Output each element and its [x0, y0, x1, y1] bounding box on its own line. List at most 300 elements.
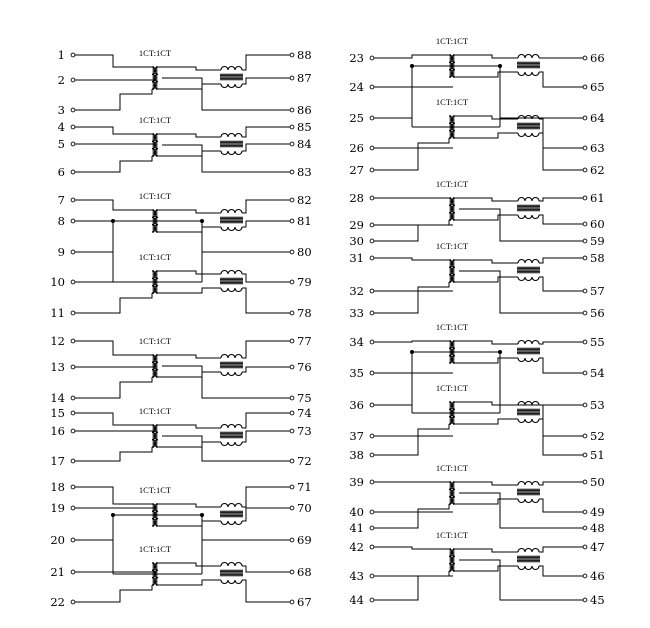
wire	[455, 419, 518, 424]
pin-terminal	[290, 411, 294, 415]
wire	[455, 566, 518, 571]
pin-terminal	[583, 403, 587, 407]
pin-terminal	[370, 403, 374, 407]
wire	[455, 133, 518, 138]
pin-number: 28	[349, 191, 364, 205]
choke-winding	[518, 566, 539, 570]
pin-terminal	[370, 289, 374, 293]
pin-number: 10	[50, 275, 65, 289]
junction-dot	[111, 219, 115, 223]
choke-winding	[518, 55, 539, 58]
wire	[162, 145, 292, 172]
pin-terminal	[290, 339, 294, 343]
pin-terminal	[71, 339, 75, 343]
wire	[242, 127, 292, 137]
wire	[158, 151, 221, 156]
pin-terminal	[71, 78, 75, 82]
pin-number: 2	[57, 73, 65, 87]
wire	[73, 221, 113, 252]
pin-terminal	[290, 250, 294, 254]
pin-terminal	[583, 526, 587, 530]
wire	[539, 482, 585, 485]
choke-winding	[518, 133, 539, 137]
wire	[539, 119, 585, 148]
pin-number: 82	[297, 193, 312, 207]
pin-number: 1	[57, 48, 65, 62]
pin-number: 38	[349, 448, 364, 462]
wire	[372, 341, 449, 342]
choke-winding	[221, 151, 242, 155]
pin-number: 54	[590, 366, 605, 380]
choke-winding	[518, 341, 539, 344]
wire	[242, 288, 292, 313]
pin-number: 70	[297, 501, 312, 515]
pin-terminal	[583, 371, 587, 375]
junction-dot	[111, 513, 115, 517]
choke-winding	[518, 72, 539, 76]
pin-terminal	[583, 256, 587, 260]
pin-terminal	[583, 146, 587, 150]
pin-terminal	[370, 598, 374, 602]
pin-number: 37	[349, 429, 364, 443]
pin-terminal	[290, 365, 294, 369]
pin-terminal	[370, 146, 374, 150]
pin-terminal	[370, 256, 374, 260]
pin-terminal	[370, 168, 374, 172]
pin-number: 46	[590, 569, 605, 583]
pin-number: 27	[349, 163, 364, 177]
pin-terminal	[370, 526, 374, 530]
pin-number: 63	[590, 141, 605, 155]
wire	[73, 515, 113, 540]
turns-ratio-label: 1CT:1CT	[138, 252, 172, 262]
choke-winding	[518, 260, 539, 264]
choke-winding	[518, 198, 539, 202]
junction-dot	[410, 64, 414, 68]
wire	[539, 566, 585, 576]
wire	[158, 355, 221, 358]
pin-number: 11	[50, 306, 65, 320]
pin-terminal	[71, 311, 75, 315]
pin-number: 57	[590, 284, 605, 298]
wire	[455, 277, 518, 282]
wire	[158, 67, 221, 70]
pin-number: 42	[349, 540, 364, 554]
pin-number: 40	[349, 505, 364, 519]
pin-number: 71	[297, 480, 312, 494]
pin-terminal	[71, 219, 75, 223]
turns-ratio-label: 1CT:1CT	[138, 336, 172, 346]
wire	[202, 221, 292, 252]
choke-winding	[518, 419, 539, 423]
wire	[158, 271, 221, 274]
wire	[242, 431, 292, 442]
pin-number: 20	[50, 533, 65, 547]
wire	[539, 499, 585, 512]
choke-winding	[221, 372, 242, 376]
pin-number: 3	[57, 103, 65, 117]
pin-number: 77	[297, 334, 312, 348]
pin-number: 68	[297, 565, 312, 579]
pin-number: 53	[590, 398, 605, 412]
pin-number: 13	[50, 360, 65, 374]
wire	[242, 55, 292, 70]
wire	[455, 215, 518, 220]
turns-ratio-label: 1CT:1CT	[138, 406, 172, 416]
pin-terminal	[290, 125, 294, 129]
wire	[158, 521, 221, 526]
choke-winding	[518, 549, 539, 553]
wire	[158, 210, 221, 213]
wire	[372, 66, 412, 118]
wire	[158, 425, 221, 428]
wire	[372, 547, 449, 549]
wire	[202, 515, 292, 540]
pin-terminal	[370, 116, 374, 120]
wire	[455, 549, 518, 552]
wire	[455, 198, 518, 201]
pin-number: 32	[349, 284, 364, 298]
pin-number: 84	[297, 137, 312, 151]
wire	[372, 424, 449, 455]
wire	[73, 127, 152, 134]
pin-terminal	[71, 142, 75, 146]
pin-terminal	[290, 600, 294, 604]
turns-ratio-label: 1CT:1CT	[435, 241, 469, 251]
wire	[158, 227, 221, 232]
pin-number: 69	[297, 533, 312, 547]
pin-number: 75	[297, 391, 312, 405]
wire	[372, 352, 412, 405]
pin-number: 52	[590, 429, 605, 443]
junction-dot	[410, 350, 414, 354]
pin-number: 48	[590, 521, 605, 535]
wire	[539, 277, 585, 291]
junction-dot	[200, 513, 204, 517]
wire	[158, 372, 221, 377]
pin-number: 74	[297, 406, 312, 420]
wire	[539, 258, 585, 263]
pin-number: 51	[590, 448, 605, 462]
pin-terminal	[370, 453, 374, 457]
pin-terminal	[290, 53, 294, 57]
pin-terminal	[370, 510, 374, 514]
pin-number: 43	[349, 569, 364, 583]
pin-terminal	[370, 545, 374, 549]
pin-terminal	[370, 574, 374, 578]
pin-number: 31	[349, 251, 364, 265]
wire	[158, 84, 221, 89]
pin-number: 23	[349, 51, 364, 65]
wire	[539, 342, 585, 344]
wire	[455, 482, 518, 485]
pin-number: 39	[349, 475, 364, 489]
pin-number: 55	[590, 335, 605, 349]
pin-terminal	[370, 196, 374, 200]
pin-number: 87	[297, 71, 312, 85]
pin-terminal	[290, 396, 294, 400]
wire	[162, 436, 292, 461]
pin-terminal	[290, 459, 294, 463]
pin-number: 83	[297, 165, 312, 179]
wire	[242, 367, 292, 372]
pin-number: 59	[590, 234, 605, 248]
pin-terminal	[71, 570, 75, 574]
choke-winding	[518, 499, 539, 503]
pin-terminal	[583, 289, 587, 293]
pin-terminal	[71, 600, 75, 604]
junction-dot	[498, 64, 502, 68]
wire	[539, 358, 585, 373]
pin-number: 66	[590, 51, 605, 65]
pin-number: 15	[50, 406, 65, 420]
turns-ratio-label: 1CT:1CT	[435, 383, 469, 393]
turns-ratio-label: 1CT:1CT	[435, 36, 469, 46]
pin-number: 45	[590, 593, 605, 607]
wire	[73, 200, 152, 210]
pin-number: 33	[349, 306, 364, 320]
wire	[372, 504, 449, 528]
pin-terminal	[71, 280, 75, 284]
pin-number: 88	[297, 48, 312, 62]
choke-winding	[221, 271, 242, 274]
wire	[372, 55, 449, 58]
choke-winding	[518, 215, 539, 219]
wire	[455, 358, 518, 363]
choke-winding	[518, 358, 539, 362]
wire	[242, 78, 292, 84]
wire	[372, 571, 449, 600]
labels-layer	[50, 36, 604, 609]
wire	[372, 282, 449, 313]
wire	[73, 89, 152, 110]
pin-terminal	[71, 411, 75, 415]
wire	[162, 78, 292, 110]
pin-terminal	[71, 125, 75, 129]
pin-terminal	[583, 56, 587, 60]
pin-number: 58	[590, 251, 605, 265]
pin-terminal	[583, 434, 587, 438]
turns-ratio-label: 1CT:1CT	[435, 97, 469, 107]
pin-number: 47	[590, 540, 605, 554]
turns-ratio-label: 1CT:1CT	[138, 115, 172, 125]
pin-number: 41	[349, 521, 364, 535]
pin-number: 76	[297, 360, 312, 374]
wire	[242, 341, 292, 358]
pin-number: 12	[50, 334, 65, 348]
pin-number: 78	[297, 306, 312, 320]
pin-number: 18	[50, 480, 65, 494]
choke-winding	[221, 521, 242, 525]
pin-number: 44	[349, 593, 364, 607]
pin-terminal	[290, 170, 294, 174]
wire	[162, 366, 292, 398]
pin-terminal	[290, 76, 294, 80]
wire	[539, 72, 585, 87]
pin-number: 9	[57, 245, 65, 259]
pin-terminal	[71, 506, 75, 510]
pin-terminal	[71, 108, 75, 112]
choke-winding	[221, 210, 242, 213]
pin-number: 8	[57, 214, 65, 228]
pin-terminal	[290, 429, 294, 433]
pin-terminal	[370, 434, 374, 438]
turns-ratio-label: 1CT:1CT	[138, 544, 172, 554]
pin-terminal	[71, 250, 75, 254]
choke-winding	[221, 67, 242, 71]
wire	[455, 72, 518, 77]
wire	[73, 293, 152, 313]
pin-terminal	[71, 459, 75, 463]
pin-number: 62	[590, 163, 605, 177]
choke-winding	[221, 227, 242, 231]
wire	[242, 274, 292, 282]
wire	[158, 134, 221, 137]
turns-ratio-label: 1CT:1CT	[138, 48, 172, 58]
pin-number: 67	[297, 595, 312, 609]
pin-terminal	[583, 598, 587, 602]
turns-ratio-label: 1CT:1CT	[435, 322, 469, 332]
pin-terminal	[583, 168, 587, 172]
pin-terminal	[71, 396, 75, 400]
pin-number: 14	[50, 391, 65, 405]
pin-terminal	[583, 311, 587, 315]
wire	[539, 133, 585, 170]
pin-terminal	[71, 485, 75, 489]
wire	[242, 487, 292, 507]
wire	[459, 493, 585, 528]
pin-terminal	[370, 480, 374, 484]
choke-winding	[518, 277, 539, 281]
choke-winding	[221, 134, 242, 137]
pin-number: 6	[57, 165, 65, 179]
pin-number: 61	[590, 191, 605, 205]
wire	[539, 405, 585, 436]
turns-ratio-label: 1CT:1CT	[138, 191, 172, 201]
wire	[73, 447, 152, 461]
wire	[455, 499, 518, 504]
wire	[242, 580, 292, 602]
pin-number: 81	[297, 214, 312, 228]
pin-number: 29	[349, 218, 364, 232]
pin-terminal	[71, 198, 75, 202]
pin-terminal	[370, 56, 374, 60]
pin-terminal	[290, 142, 294, 146]
wire	[73, 377, 152, 398]
wire	[459, 560, 585, 600]
wire	[242, 508, 292, 521]
components-layer	[71, 53, 587, 604]
wire	[455, 341, 518, 344]
pin-terminal	[290, 506, 294, 510]
pin-number: 86	[297, 103, 312, 117]
wire	[539, 547, 585, 552]
pin-terminal	[290, 538, 294, 542]
pin-terminal	[290, 219, 294, 223]
pin-number: 16	[50, 424, 65, 438]
turns-ratio-label: 1CT:1CT	[435, 530, 469, 540]
pin-terminal	[583, 574, 587, 578]
pin-terminal	[370, 311, 374, 315]
wire	[459, 271, 585, 313]
pin-number: 25	[349, 111, 364, 125]
pin-terminal	[583, 480, 587, 484]
wires-layer	[73, 55, 585, 602]
pin-number: 80	[297, 245, 312, 259]
pin-terminal	[370, 239, 374, 243]
wire	[455, 55, 518, 58]
choke-winding	[221, 563, 242, 567]
wire	[242, 200, 292, 213]
junction-dot	[498, 350, 502, 354]
wire	[158, 442, 221, 447]
choke-winding	[518, 402, 539, 405]
pin-number: 36	[349, 398, 364, 412]
wire	[242, 144, 292, 151]
wire	[158, 563, 221, 566]
wire	[242, 221, 292, 227]
choke-winding	[221, 442, 242, 446]
wire	[242, 566, 292, 572]
choke-winding	[221, 288, 242, 292]
pin-number: 49	[590, 505, 605, 519]
pin-terminal	[290, 311, 294, 315]
wire	[372, 220, 449, 241]
pin-terminal	[370, 223, 374, 227]
pin-terminal	[290, 570, 294, 574]
pin-terminal	[583, 196, 587, 200]
pin-number: 56	[590, 306, 605, 320]
pin-terminal	[290, 485, 294, 489]
pin-number: 34	[349, 335, 364, 349]
pin-terminal	[583, 545, 587, 549]
pin-terminal	[71, 538, 75, 542]
wire	[158, 580, 221, 585]
pin-number: 17	[50, 454, 65, 468]
pin-number: 50	[590, 475, 605, 489]
pin-terminal	[370, 85, 374, 89]
turns-ratio-label: 1CT:1CT	[138, 485, 172, 495]
pin-number: 30	[349, 234, 364, 248]
wire	[242, 413, 292, 428]
wire	[539, 215, 585, 224]
choke-winding	[221, 355, 242, 358]
junction-dot	[200, 219, 204, 223]
pin-number: 60	[590, 217, 605, 231]
pin-terminal	[71, 53, 75, 57]
pin-number: 22	[50, 595, 65, 609]
pin-number: 79	[297, 275, 312, 289]
pin-number: 85	[297, 120, 312, 134]
pin-number: 7	[57, 193, 65, 207]
wire	[539, 198, 585, 201]
wire	[455, 260, 518, 263]
wire	[158, 504, 221, 507]
pin-terminal	[370, 340, 374, 344]
choke-winding	[221, 84, 242, 88]
wire	[372, 138, 449, 170]
wire	[459, 209, 585, 241]
wire	[73, 156, 152, 172]
wire	[73, 585, 152, 602]
pin-terminal	[71, 429, 75, 433]
wire	[372, 258, 449, 260]
pin-number: 5	[57, 137, 65, 151]
pin-number: 21	[50, 565, 65, 579]
pin-terminal	[290, 280, 294, 284]
pin-terminal	[583, 239, 587, 243]
pin-number: 73	[297, 424, 312, 438]
